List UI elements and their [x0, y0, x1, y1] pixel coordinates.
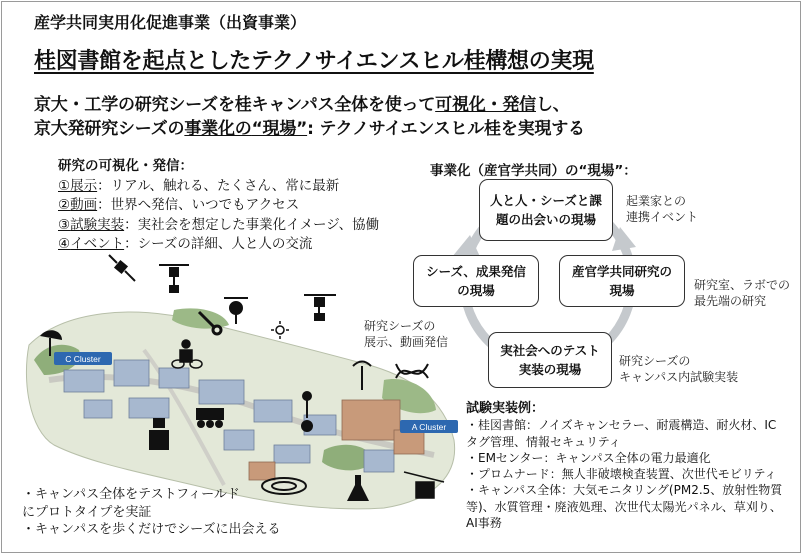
campus-note: ・キャンパス全体をテストフィールド [22, 487, 240, 502]
cycle-box-joint-research: 産官学共同研究の 現場 [559, 255, 685, 307]
visualization-item: ④イベント：シーズの詳細、人と人の交流 [58, 236, 313, 252]
test-examples-heading: 試験実装例： [466, 401, 545, 416]
test-example-line: ・桂図書館：ノイズキャンセラー、耐震構造、耐火材、IC [466, 418, 777, 433]
test-examples [466, 401, 796, 531]
campus-note: ・キャンパスを歩くだけでシーズに出会える [22, 522, 281, 537]
campus-note: にプロトタイプを実証 [22, 504, 152, 520]
program-label: 産学共同実用化促進事業（出資事業） [34, 13, 307, 32]
drone-icon [304, 295, 336, 320]
campus-notes [22, 486, 280, 539]
campus-map-illustration [24, 250, 464, 520]
test-example-line: ・EMセンター：キャンパス全体の電力最適化 [466, 450, 711, 465]
subtitle-line-1: 京大・工学の研究シーズを桂キャンパス全体を使って可視化・発信し、 [34, 95, 570, 115]
cycle-box-encounter: 人と人・シーズと課 題の出会いの現場 [479, 179, 613, 241]
map-cluster-label-left: C Cluster [65, 354, 101, 364]
test-example-line: ・プロムナード：無人非破壊検査装置、次世代モビリティ [466, 467, 777, 482]
test-example-line: タグ管理、情報セキュリティ [466, 434, 621, 449]
sun-icon [271, 321, 289, 339]
cycle-box-test-implementation: 実社会へのテスト 実装の現場 [488, 332, 612, 388]
visualization-list [58, 157, 379, 255]
test-example-line: ・キャンパス全体：大気モニタリング(PM2.5、放射性物質 [466, 483, 783, 498]
annotation-campus-test: 研究シーズの キャンパス内試験実装 [619, 354, 739, 384]
rover-icon [196, 408, 224, 428]
cycle-box-dissemination: シーズ、成果発信 の現場 [413, 255, 539, 307]
business-heading: 事業化（産官学共同）の“現場”： [430, 163, 637, 179]
visualization-heading: 研究の可視化・発信： [58, 158, 193, 174]
map-cluster-label-right: A Cluster [411, 422, 447, 432]
visualization-item: ③試験実装：実社会を想定した事業化イメージ、協働 [58, 216, 380, 233]
visualization-item: ①展示：リアル、触れる、たくさん、常に最新 [58, 177, 340, 194]
drone-icon [159, 265, 189, 292]
page-title: 桂図書館を起点としたテクノサイエンスヒル桂構想の実現 [34, 49, 594, 74]
test-example-line: AI事務 [466, 516, 502, 531]
test-example-line: 等)、水質管理・廃液処理、次世代太陽光パネル、草刈り、 [466, 499, 782, 514]
subtitle-line-2: 京大発研究シーズの事業化の“現場”: テクノサイエンスヒル桂を実現する [34, 119, 585, 139]
visualization-item: ②動画：世界へ発信、いつでもアクセス [58, 197, 300, 213]
annotation-exhibit-video: 研究シーズの 展示、動画発信 [364, 319, 449, 349]
annotation-lab-research: 研究室、ラボでの 最先端の研究 [694, 278, 791, 308]
helicopter-icon [224, 298, 248, 324]
satellite-icon [109, 255, 135, 281]
annotation-entrepreneur: 起業家との 連携イベント [626, 194, 699, 224]
